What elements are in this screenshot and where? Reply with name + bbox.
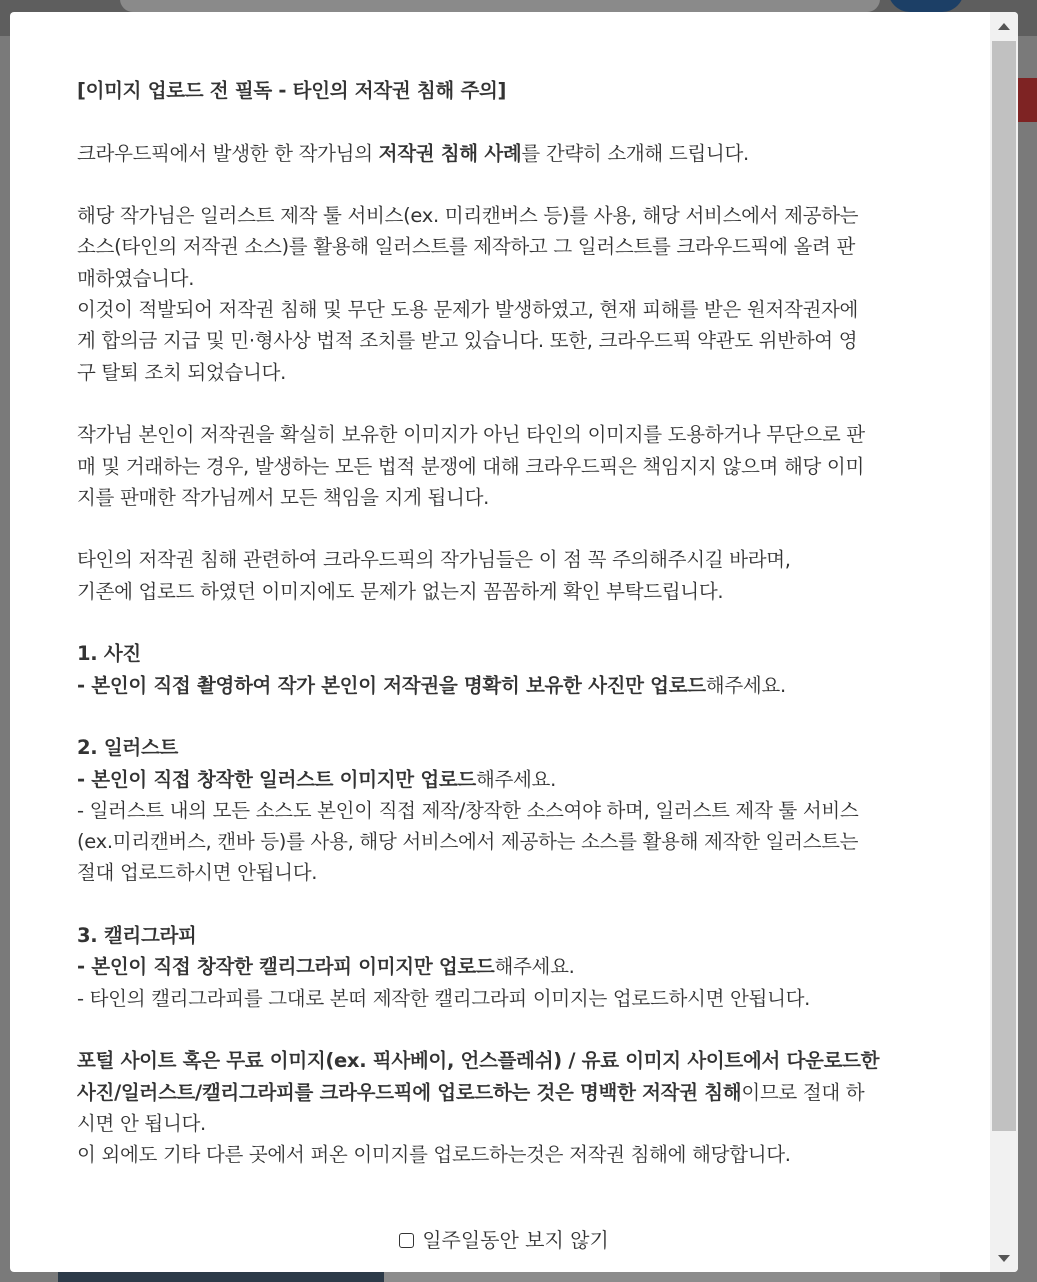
- case-line: 구 탈퇴 조치 되었습니다.: [77, 360, 286, 384]
- triangle-up-icon: [998, 23, 1010, 30]
- background-bottom-panel: [58, 1272, 384, 1282]
- case-line: 소스(타인의 저작권 소스)를 활용해 일러스트를 제작하고 그 일러스트를 크라우드픽에 올려 판: [77, 235, 856, 259]
- triangle-down-icon: [998, 1255, 1010, 1262]
- liability-line: 작가님 본인이 저작권을 확실히 보유한 이미지가 아닌 타인의 이미지를 도용하거나 무단으로 판: [77, 423, 865, 447]
- copyright-notice-modal: [10, 12, 1018, 1272]
- request-line: 타인의 저작권 침해 관련하여 크라우드픽의 작가님들은 이 점 꼭 주의해주시길 바라며,: [77, 548, 791, 572]
- notice-title: [이미지 업로드 전 필독 - 타인의 저작권 침해 주의]: [77, 79, 507, 102]
- case-line: 이것이 적발되어 저작권 침해 및 무단 도용 문제가 발생하였고, 현재 피해를 받은 원저작권자에: [77, 298, 859, 322]
- section-illustration-detail: 절대 업로드하시면 안됩니다.: [77, 861, 318, 885]
- section-illustration-detail: - 일러스트 내의 모든 소스도 본인이 직접 제작/창작한 소스여야 하며, 일러스트 제작 툴 서비스: [77, 798, 859, 822]
- section-calligraphy-detail: - 타인의 캘리그라피를 그대로 본떠 제작한 캘리그라피 이미지는 업로드하시면 안됩니다.: [77, 986, 811, 1010]
- scroll-down-button[interactable]: [990, 1246, 1018, 1270]
- section-photo-rule: - 본인이 직접 촬영하여 작가 본인이 저작권을 명확히 보유한 사진만 업로드해주세요.: [77, 673, 786, 697]
- warning-line: 포털 사이트 혹은 무료 이미지(ex. 픽사베이, 언스플레쉬) / 유료 이미지 사이트에서 다운로드한: [77, 1049, 880, 1073]
- section-calligraphy-heading: 3. 캘리그라피: [77, 924, 197, 948]
- case-line: 해당 작가님은 일러스트 제작 툴 서비스(ex. 미리캔버스 등)를 사용, 해당 서비스에서 제공하는: [77, 204, 859, 228]
- notice-intro: 크라우드픽에서 발생한 한 작가님의 저작권 침해 사례를 간략히 소개해 드립니다.: [77, 141, 749, 165]
- request-line: 기존에 업로드 하였던 이미지에도 문제가 없는지 꼼꼼하게 확인 부탁드립니다.: [77, 579, 724, 603]
- warning-line: 시면 안 됩니다.: [77, 1111, 206, 1135]
- dont-show-week-label[interactable]: 일주일동안 보지 않기: [422, 1228, 609, 1252]
- case-line: 매하였습니다.: [77, 266, 195, 290]
- warning-line: 이 외에도 기타 다른 곳에서 퍼온 이미지를 업로드하는것은 저작권 침해에 해당합니다.: [77, 1143, 791, 1167]
- section-photo-heading: 1. 사진: [77, 642, 141, 666]
- warning-line: 사진/일러스트/캘리그라피를 크라우드픽에 업로드하는 것은 명백한 저작권 침해이므로 절대 하: [77, 1080, 865, 1104]
- dont-show-week-option[interactable]: [10, 1225, 998, 1255]
- liability-line: 지를 판매한 작가님께서 모든 책임을 지게 됩니다.: [77, 485, 490, 509]
- case-line: 게 합의금 지급 및 민·형사상 법적 조치를 받고 있습니다. 또한, 크라우드픽 약관도 위반하여 영: [77, 329, 858, 353]
- modal-scrollbar[interactable]: [990, 12, 1018, 1272]
- dont-show-week-checkbox[interactable]: [399, 1233, 414, 1248]
- section-illustration-rule: - 본인이 직접 창작한 일러스트 이미지만 업로드해주세요.: [77, 767, 556, 791]
- section-illustration-heading: 2. 일러스트: [77, 736, 179, 760]
- scroll-up-button[interactable]: [990, 14, 1018, 38]
- background-red-button: [1018, 78, 1037, 122]
- liability-line: 매 및 거래하는 경우, 발생하는 모든 법적 분쟁에 대해 크라우드픽은 책임지지 않으며 해당 이미: [77, 454, 864, 478]
- notice-content: [77, 75, 937, 1170]
- section-calligraphy-rule: - 본인이 직접 창작한 캘리그라피 이미지만 업로드해주세요.: [77, 955, 575, 979]
- scrollbar-thumb[interactable]: [992, 41, 1016, 1131]
- background-search-bar: [120, 0, 880, 12]
- section-illustration-detail: (ex.미리캔버스, 캔바 등)를 사용, 해당 서비스에서 제공하는 소스를 활용해 제작한 일러스트는: [77, 830, 859, 854]
